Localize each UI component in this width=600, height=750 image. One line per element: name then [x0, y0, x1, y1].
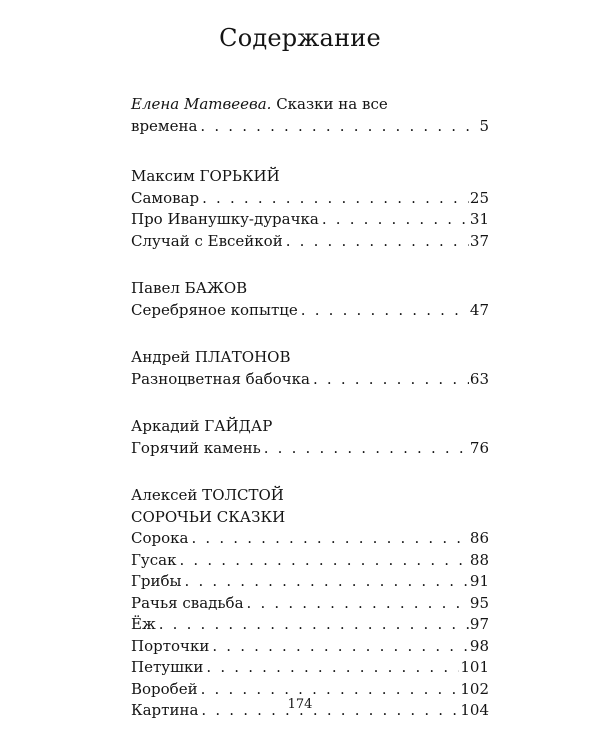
- dot-leader: [191, 528, 468, 550]
- entry-title: Порточки: [131, 636, 210, 655]
- toc-entry: [131, 369, 489, 391]
- entry-page: 98: [469, 636, 489, 655]
- dot-leader: [286, 231, 469, 253]
- entry-title: Горячий камень: [131, 438, 261, 457]
- entry-page: 76: [469, 438, 489, 457]
- entry-title: времена: [131, 116, 198, 135]
- dot-leader: [179, 550, 468, 572]
- dot-leader: [185, 571, 469, 593]
- intro-author: Елена Матвеева.: [131, 95, 272, 113]
- entry-title: Рачья свадьба: [131, 593, 244, 612]
- entry-title: Разноцветная бабочка: [131, 369, 310, 388]
- section-author: Андрей ПЛАТОНОВ: [131, 348, 291, 366]
- entry-title: Петушки: [131, 658, 204, 676]
- section-subtitle: СОРОЧЬИ СКАЗКИ: [131, 507, 286, 526]
- toc-section-platonov: [131, 347, 489, 390]
- toc-entry: [131, 571, 489, 593]
- toc-entry: [131, 438, 489, 460]
- section-author: Максим ГОРЬКИЙ: [131, 167, 280, 185]
- toc-section-gorky: [131, 166, 489, 252]
- toc-entry: [131, 593, 489, 615]
- entry-page: 47: [469, 300, 489, 319]
- entry-title: Ёж: [131, 615, 156, 633]
- entry-page: 31: [469, 210, 489, 228]
- dot-leader: [200, 116, 478, 138]
- toc-section-gaidar: [131, 416, 489, 459]
- toc-intro-section: [131, 94, 489, 137]
- toc-entry: [131, 528, 489, 550]
- entry-title: Картина: [131, 701, 199, 719]
- entry-page: 86: [469, 529, 489, 547]
- dot-leader: [247, 593, 469, 615]
- entry-page: 102: [460, 679, 489, 698]
- entry-page: 95: [469, 593, 489, 612]
- toc-entry: [131, 614, 489, 636]
- entry-page: 63: [469, 369, 489, 388]
- entry-page: 88: [469, 550, 489, 569]
- toc-section-bazhov: [131, 278, 489, 321]
- toc-entry: [131, 636, 489, 658]
- entry-page: 25: [469, 188, 489, 207]
- entry-title: Воробей: [131, 679, 198, 698]
- entry-page: 5: [479, 116, 489, 135]
- entry-page: 104: [460, 701, 489, 719]
- dot-leader: [313, 369, 469, 391]
- section-author: Аркадий ГАЙДАР: [131, 417, 273, 435]
- entry-page: 101: [460, 658, 489, 676]
- entry-title: Грибы: [131, 572, 182, 590]
- page-number: 174: [287, 697, 313, 712]
- dot-leader: [159, 614, 469, 636]
- toc-entry: [131, 231, 489, 253]
- section-author: Алексей ТОЛСТОЙ: [131, 486, 284, 504]
- dot-leader: [322, 209, 469, 231]
- entry-title: Сорока: [131, 529, 189, 547]
- toc-intro-line: [131, 94, 489, 116]
- toc-section-tolstoy: [131, 485, 489, 722]
- toc-entry: [131, 116, 489, 138]
- dot-leader: [202, 188, 469, 210]
- intro-title-part1: Сказки на все: [271, 95, 388, 113]
- entry-title: Серебряное копытце: [131, 300, 298, 319]
- toc-entry: [131, 300, 489, 322]
- toc-entry: [131, 188, 489, 210]
- entry-title: Самовар: [131, 188, 200, 207]
- entry-title: Случай с Евсейкой: [131, 231, 283, 250]
- entry-page: 91: [469, 572, 489, 590]
- page-title: Содержание: [219, 24, 381, 52]
- entry-page: 37: [469, 231, 489, 250]
- toc-entry: [131, 550, 489, 572]
- entry-page: 97: [469, 615, 489, 633]
- table-of-contents: [131, 94, 489, 748]
- toc-entry: [131, 209, 489, 231]
- dot-leader: [206, 657, 459, 679]
- section-author: Павел БАЖОВ: [131, 279, 248, 297]
- dot-leader: [264, 438, 469, 460]
- entry-title: Про Иванушку-дурачка: [131, 210, 319, 228]
- dot-leader: [212, 636, 469, 658]
- entry-title: Гусак: [131, 550, 177, 569]
- toc-entry: [131, 657, 489, 679]
- dot-leader: [301, 300, 469, 322]
